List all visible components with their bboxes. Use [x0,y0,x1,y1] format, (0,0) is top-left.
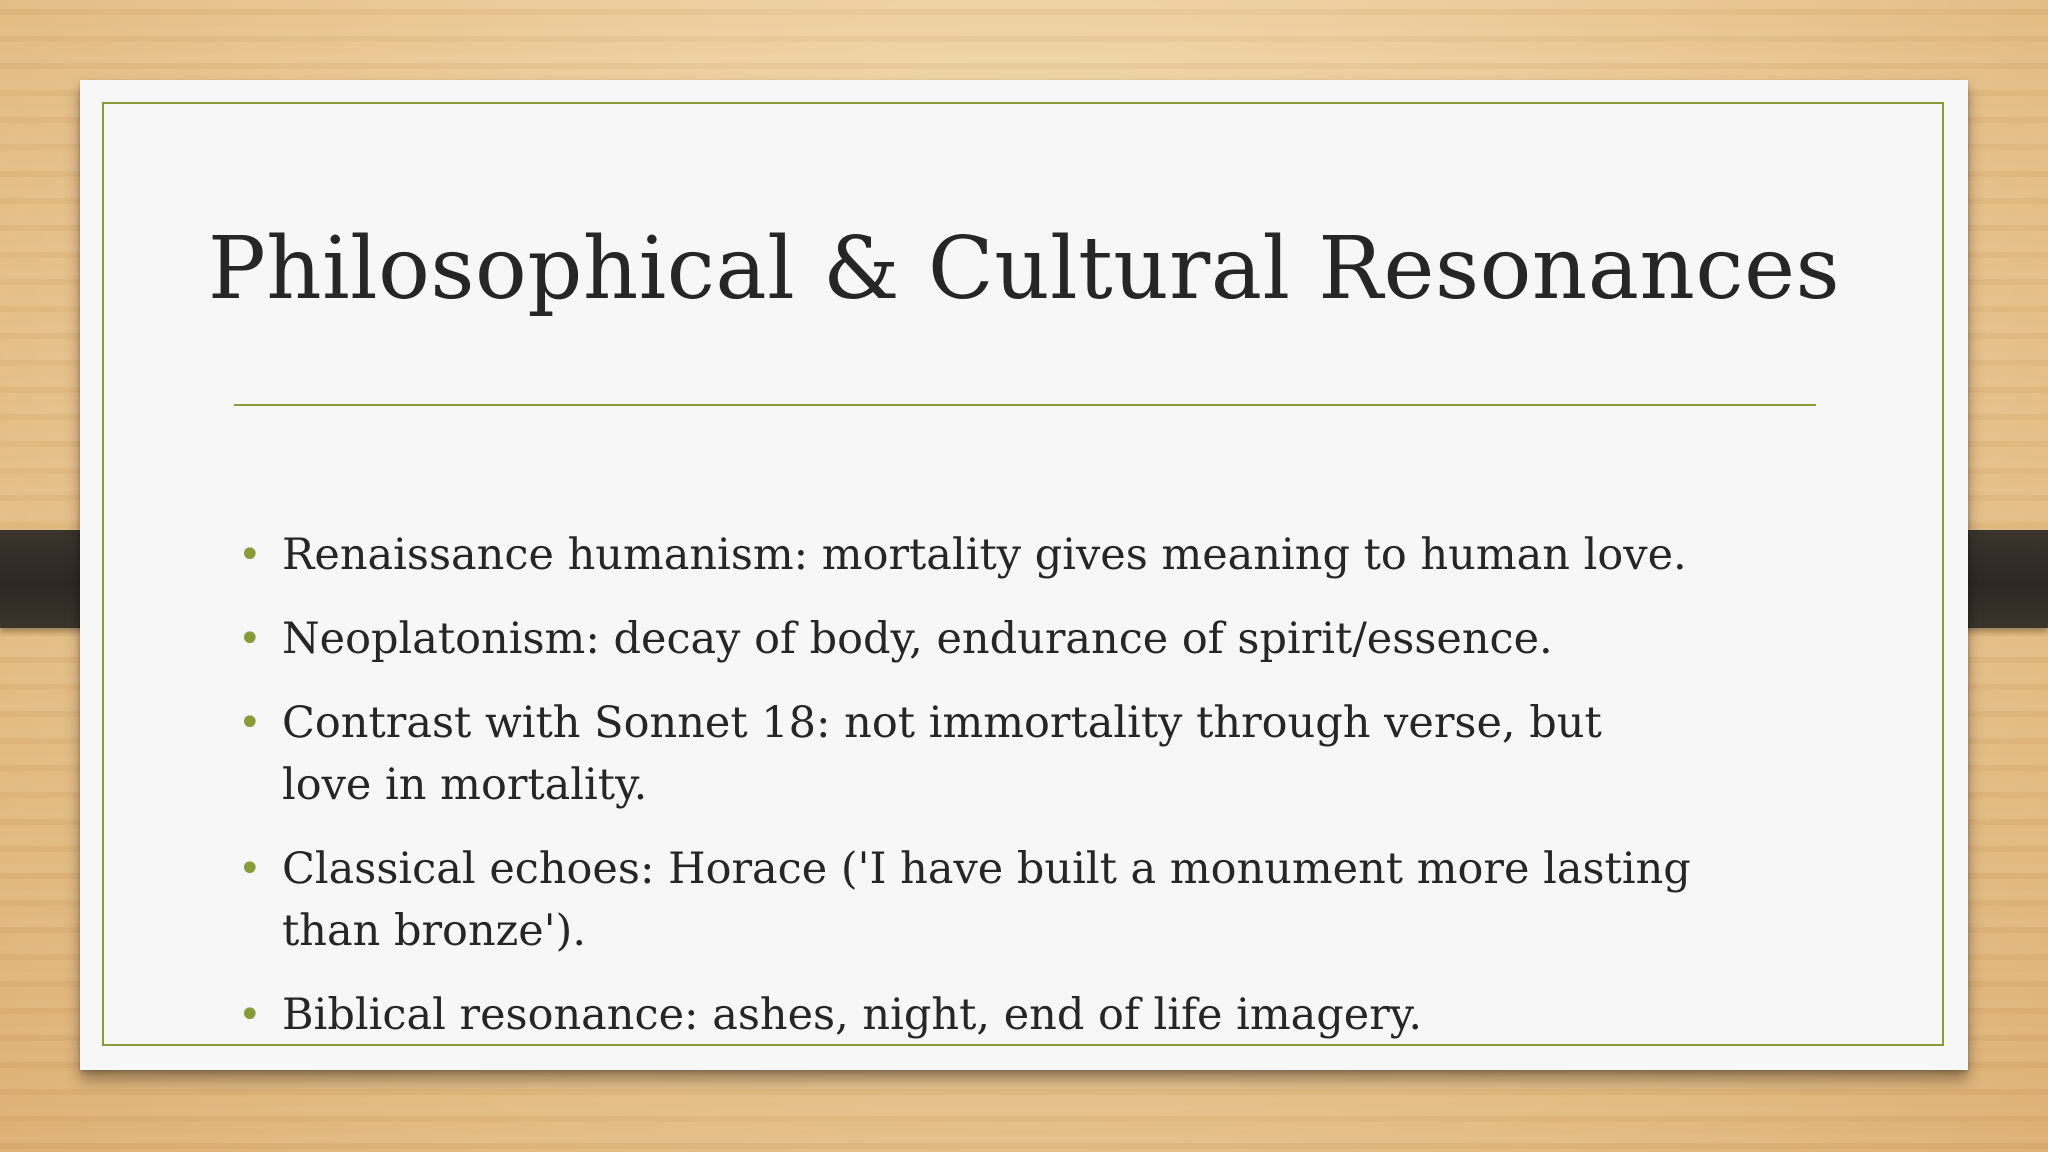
bullet-text: Renaissance humanism: mortality gives meaning to human love. [282,530,1687,580]
bullet-list [234,524,1694,1068]
bullet-item-2 [234,608,1694,670]
bullet-item-3 [234,692,1694,816]
slide-title: Philosophical & Cultural Resonances [207,219,1841,319]
bullet-icon: • [238,992,262,1038]
bullet-text: Neoplatonism: decay of body, endurance of spirit/essence. [282,614,1553,664]
bullet-text: Classical echoes: Horace ('I have built a monument more lasting than bronze'). [282,844,1691,956]
bullet-item-4 [234,838,1694,962]
bullet-icon: • [238,700,262,746]
bullet-icon: • [238,846,262,892]
bullet-text: Contrast with Sonnet 18: not immortality through verse, but love in mortality. [282,698,1602,810]
bullet-icon: • [238,532,262,578]
title-divider [234,404,1816,406]
bullet-item-1 [234,524,1694,586]
bullet-text: Biblical resonance: ashes, night, end of life imagery. [282,990,1423,1040]
bullet-icon: • [238,616,262,662]
bullet-item-5 [234,984,1694,1046]
